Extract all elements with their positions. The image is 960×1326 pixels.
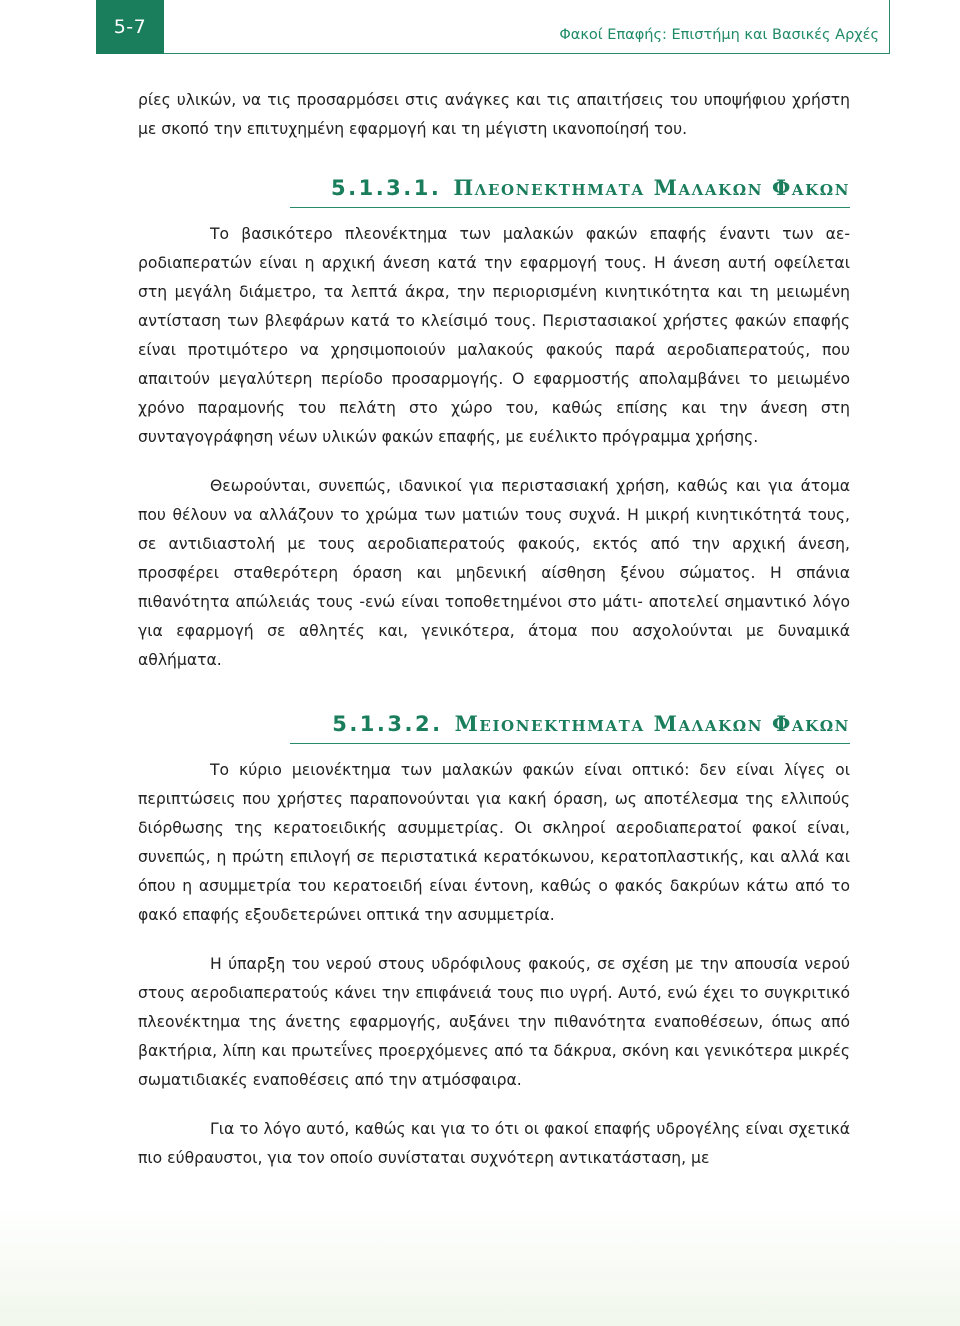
section-title: Μειονεκτηματα Μαλακων Φακων [454,711,850,736]
body-paragraph: Το κύριο μειονέκτημα των μαλακών φακών είναι οπτικό: δεν είναι λίγες οι περιπτώσεις που χρήστες παραπονούνται για κακή όραση, ως αποτέλεσμα της ελλιπούς διόρθωσης της κερατοειδικής ασυμμετρίας. Οι σκληροί αεροδιαπερατοί φακοί είναι, συνεπώς, η πρώτη επιλογή σε περιστατικά κερατόκωνου, κερατοπλαστικής, και αλλά και όπου η ασυμμετρία του κερατοειδή είναι έντονη, καθώς ο φακός δακρύων κάτω από το φακό επαφής εξουδετερώνει οπτικά την ασυμμετρία. [138,761,850,924]
section-number: 5.1.3.2. [332,712,443,736]
section-heading-disadvantages [290,711,850,744]
page-header [96,0,890,54]
intro-paragraph: ρίες υλικών, να τις προσαρμόσει στις ανάγκες και τις απαιτήσεις του υποψήφιου χρήστη με σκοπό την επιτυχημένη εφαρμογή και τη μέγιστη ικανοποίησή του. [138,91,850,138]
body-paragraph: Η ύπαρξη του νερού στους υδρόφιλους φακούς, σε σχέση με την απουσία νερού στους αεροδιαπερατούς κάνει την επιφάνειά τους πιο υγρή. Αυτό, ενώ έχει το συγκριτικό πλεονέκτημα της άνετης εφαρμογής, αυξάνει την πιθανότητα εναποθέσεων, όπως από βακτήρια, λίπη και πρωτεΐνες προερχόμενες από τα δάκρυα, σκόνη και γενικότερα μικρές σωματιδιακές εναποθέσεις από την ατμόσφαιρα. [138,955,850,1089]
page-content [138,86,850,1173]
body-paragraph: Θεωρούνται, συνεπώς, ιδανικοί για περιστασιακή χρήση, καθώς και για άτομα που θέλουν να αλλάζουν το χρώμα των ματιών τους συχνά. Η μικρή κινητικότητά τους, σε αντιδιαστολή με τους αεροδιαπερατούς φακούς, εκτός από την αρχική άνεση, προσφέρει σταθερότερη όραση και μηδενική αίσθηση ξένου σώματος. Η σπάνια πιθανότητα απώλειάς τους -ενώ είναι τοποθετημένοι στο μάτι- αποτελεί σημαντικό λόγο για εφαρμογή σε αθλητές και, γενικότερα, άτομα που ασχολούνται με δυναμικά αθλήματα. [138,477,850,669]
section-number: 5.1.3.1. [331,176,442,200]
page-number: 5-7 [96,0,164,54]
running-title: Φακοί Επαφής: Επιστήμη και Βασικές Αρχές [559,27,879,43]
body-paragraph: Το βασικότερο πλεονέκτημα των μαλακών φακών επαφής έναντι των αεροδιαπερατών είναι η αρχική άνεση κατά την εφαρμογή τους. Η άνεση αυτή οφείλεται στη μεγάλη διάμετρο, τα λεπτά άκρα, την περιορισμένη κινητικότητα και τη μειωμένη αντίσταση των βλεφάρων κατά το κλείσιμό τους. Περιστασιακοί χρήστες φακών επαφής είναι προτιμότερο να χρησιμοποιούν μαλακούς φακούς παρά αεροδιαπερατούς, που απαιτούν μεγαλύτερη περίοδο προσαρμογής. Ο εφαρμοστής απολαμβάνει το μειωμένο χρόνο παραμονής του πελάτη στο χώρο του, καθώς επίσης και την άνεση στη συνταγογράφηση νέων υλικών φακών επαφής, με ευέλικτο πρόγραμμα χρήσης. [138,225,850,446]
section-title: Πλεονεκτηματα Μαλακων Φακων [453,175,850,200]
page-background-tint [0,1206,960,1326]
body-paragraph: Για το λόγο αυτό, καθώς και για το ότι οι φακοί επαφής υδρογέλης είναι σχετικά πιο εύθραυστοι, για τον οποίο συνίσταται συχνότερη αντικατάσταση, με [138,1120,850,1167]
section-heading-advantages [290,175,850,208]
